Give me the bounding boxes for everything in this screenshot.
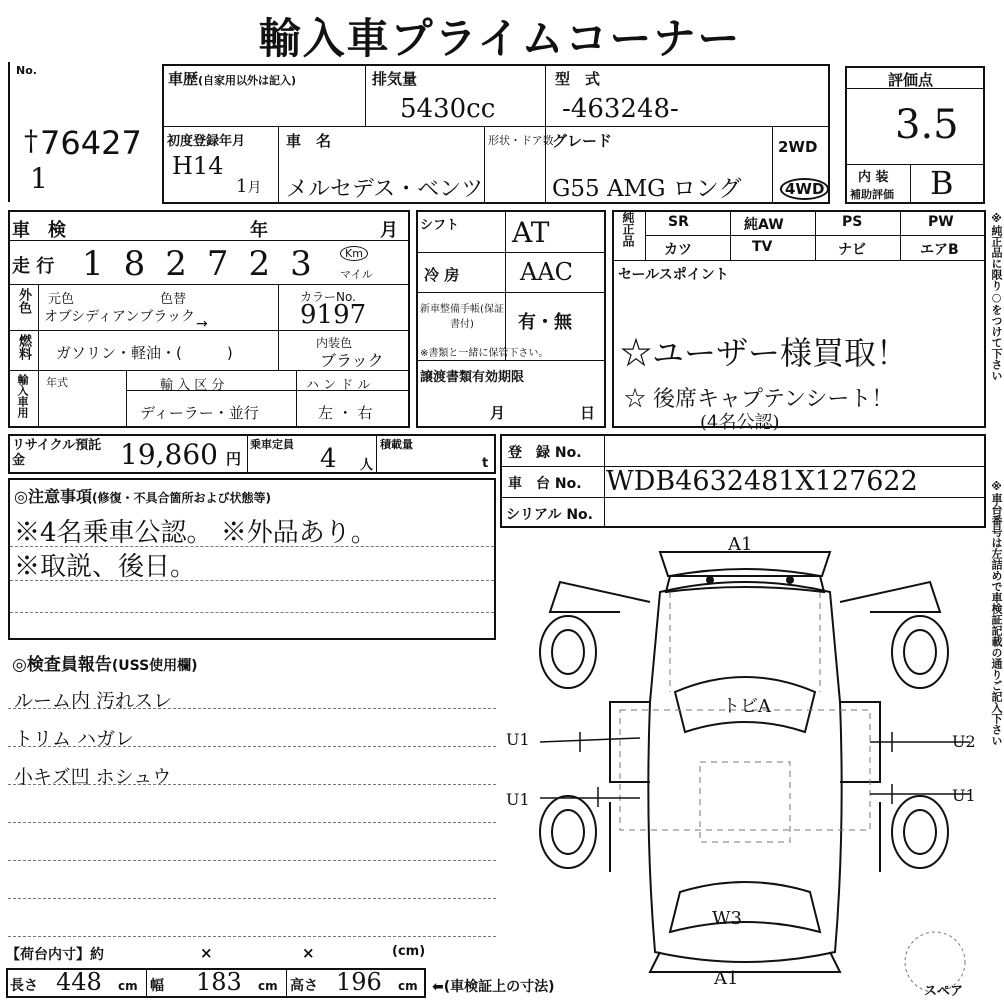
width-label: 幅 <box>150 978 164 994</box>
diagram-spare-label: スペア <box>924 984 964 999</box>
genuine-label: 純正品 <box>621 211 635 247</box>
recycle-value: 19,860 <box>120 438 218 471</box>
length-value: 448 <box>56 968 102 996</box>
width-value: 183 <box>196 968 242 996</box>
rating-value: 3.5 <box>895 102 959 148</box>
capacity-label: 乗車定員 <box>250 438 294 451</box>
import-handle-label: ハ ン ド ル <box>306 378 371 393</box>
model-code-value: -463248- <box>562 94 679 124</box>
mileage-unit-km: Km <box>340 246 368 261</box>
drive-2wd: 2WD <box>778 138 818 156</box>
mileage-unit-mile: マイル <box>340 268 373 281</box>
diagram-left1-label: U1 <box>506 730 530 749</box>
import-handle-options: 左 ・ 右 <box>318 404 373 422</box>
mileage-label: 走 行 <box>12 256 55 277</box>
notes-line1: ※4名乗車公認。 ※外品あり。 <box>14 518 377 548</box>
page-title: 輸入車プライムコーナー <box>258 14 742 63</box>
side-note-2: ※車台番号は左詰めで車検証記載の通りご記入下さい <box>990 480 1003 746</box>
inspector-line-3: 小キズ凹 ホシュウ <box>14 766 172 788</box>
height-value: 196 <box>336 968 382 996</box>
lot-number: 76427 <box>40 124 142 162</box>
length-unit: cm <box>118 979 138 993</box>
chassis-label: 車 台 No. <box>508 476 582 492</box>
width-unit: cm <box>258 979 278 993</box>
load-label: 積載量 <box>380 438 413 451</box>
drive-4wd: 4WD <box>780 178 829 200</box>
sales-point-line2: ☆ 後席キャプテンシート！ <box>624 387 894 412</box>
manual-label: 新車整備手帳(保証書付) <box>420 304 504 330</box>
exterior-label: 外色 <box>16 288 31 314</box>
diagram-right1-label: U2 <box>952 732 976 751</box>
shift-value: AT <box>512 216 550 249</box>
transfer-day: 日 <box>580 404 596 422</box>
genuine-item-tv[interactable]: TV <box>752 239 773 255</box>
car-name-label: 車 名 <box>286 132 332 150</box>
exterior-value: オブシディアンブラック <box>44 309 196 325</box>
genuine-item-navi[interactable]: ナビ <box>838 242 866 258</box>
grade-label: グレード <box>552 132 613 150</box>
sales-point-line3: (4名公認) <box>700 412 780 433</box>
rating-label: 評価点 <box>888 71 934 89</box>
notes-line2: ※取説、後日。 <box>14 552 197 582</box>
exterior-arrow: → <box>196 316 208 332</box>
interior-label-top: 内 装 <box>858 170 889 185</box>
cargo-label: 【荷台内寸】約 <box>6 947 104 963</box>
transfer-label: 譲渡書類有効期限 <box>420 370 525 385</box>
load-unit: t <box>482 456 489 471</box>
cargo-unit: (cm) <box>392 944 426 959</box>
transfer-month: 月 <box>490 404 506 422</box>
lot-box <box>8 62 162 202</box>
lot-label: No. <box>16 64 37 77</box>
first-reg-label: 初度登録年月 <box>167 134 246 149</box>
color-no-value: 9197 <box>300 300 367 330</box>
height-unit: cm <box>398 979 418 993</box>
chassis-value: WDB4632481X127622 <box>606 466 918 497</box>
exterior-original: 元色 <box>48 292 75 307</box>
genuine-item-aw[interactable]: 純AW <box>744 217 784 233</box>
cargo-x2: × <box>302 944 315 962</box>
inspection-label: 車 検 <box>12 220 66 241</box>
displacement-value: 5430cc <box>400 94 496 124</box>
ac-label: 冷 房 <box>424 266 460 284</box>
inspector-label: ◎検査員報告 <box>12 655 112 675</box>
inspection-month: 月 <box>380 220 398 241</box>
diagram-left2-label: U1 <box>506 790 530 809</box>
shift-label: シフト <box>420 218 460 233</box>
import-year-label: 年式 <box>46 376 68 389</box>
length-label: 長さ <box>10 978 38 994</box>
diagram-rear-label: A1 <box>714 968 739 989</box>
recycle-label: リサイクル預託金 <box>12 438 102 468</box>
history-note: (自家用以外は記入) <box>198 74 297 87</box>
import-type-label: 輸 入 区 分 <box>160 378 225 393</box>
first-reg-year: H14 <box>172 152 224 180</box>
import-label: 輸入車用 <box>16 374 29 418</box>
cargo-x1: × <box>200 944 213 962</box>
side-note-1: ※純正品に限り○をつけて下さい <box>990 212 1003 381</box>
genuine-item-airbag[interactable]: エアB <box>920 242 959 258</box>
diagram-roof-label: トビA <box>722 696 771 717</box>
import-type-options: ディーラー・並行 <box>140 404 259 422</box>
sales-point-label: セールスポイント <box>618 267 729 283</box>
genuine-item-sr[interactable]: SR <box>668 214 689 230</box>
inspection-year: 年 <box>250 220 268 241</box>
displacement-label: 排気量 <box>372 70 418 88</box>
genuine-item-ps[interactable]: PS <box>842 214 863 230</box>
serial-label: シリアル No. <box>506 507 593 523</box>
lot-mark-top: † <box>24 124 38 157</box>
genuine-item-pw[interactable]: PW <box>928 214 954 230</box>
color-no-label: カラーNo. <box>300 290 356 304</box>
interior-label-bottom: 補助評価 <box>850 188 894 201</box>
interior-color-value: ブラック <box>320 351 384 370</box>
inspector-sub: (USS使用欄) <box>111 658 198 674</box>
capacity-unit: 人 <box>360 458 374 473</box>
genuine-item-katsu[interactable]: カツ <box>664 242 692 258</box>
registration-label: 登 録 No. <box>508 445 582 461</box>
interior-color-label: 内装色 <box>316 336 353 350</box>
manual-note: ※書類と一緒に保管下さい。 <box>420 348 549 359</box>
mileage-value: 182723 <box>82 244 332 284</box>
interior-value: B <box>930 164 954 202</box>
fuel-label: 燃料 <box>16 334 31 360</box>
first-reg-month-unit: 月 <box>247 180 262 196</box>
first-reg-month: 1 <box>236 176 248 197</box>
notes-label: ◎注意事項 <box>14 487 92 506</box>
model-code-label: 型 式 <box>555 70 601 88</box>
grade-value: G55 AMG ロング <box>552 176 742 202</box>
diagram-back-label: W3 <box>712 908 742 929</box>
history-label: 車歴 <box>168 70 199 88</box>
car-name-value: メルセデス・ベンツ <box>286 177 484 202</box>
inspector-line-1: ルーム内 汚れスレ <box>14 690 173 712</box>
sales-point-line1: ☆ユーザー様買取！ <box>620 334 909 372</box>
diagram-front-label: A1 <box>728 534 753 555</box>
dims-note: ⬅(車検証上の寸法) <box>432 979 555 995</box>
fuel-options: ガソリン・軽油・( ) <box>56 344 233 362</box>
ac-value: AAC <box>520 258 574 286</box>
diagram-right2-label: U1 <box>952 786 976 805</box>
recycle-unit: 円 <box>226 450 242 468</box>
height-label: 高さ <box>290 978 318 994</box>
manual-value: 有・無 <box>518 312 572 333</box>
capacity-value: 4 <box>320 444 337 474</box>
exterior-repaint: 色替 <box>160 292 187 307</box>
inspector-line-2: トリム ハガレ <box>14 728 135 750</box>
notes-sub: (修復・不具合箇所および状態等) <box>91 491 271 505</box>
lot-mark-bottom: 1 <box>30 162 48 195</box>
shape-label: 形状・ドア数 <box>488 134 554 147</box>
